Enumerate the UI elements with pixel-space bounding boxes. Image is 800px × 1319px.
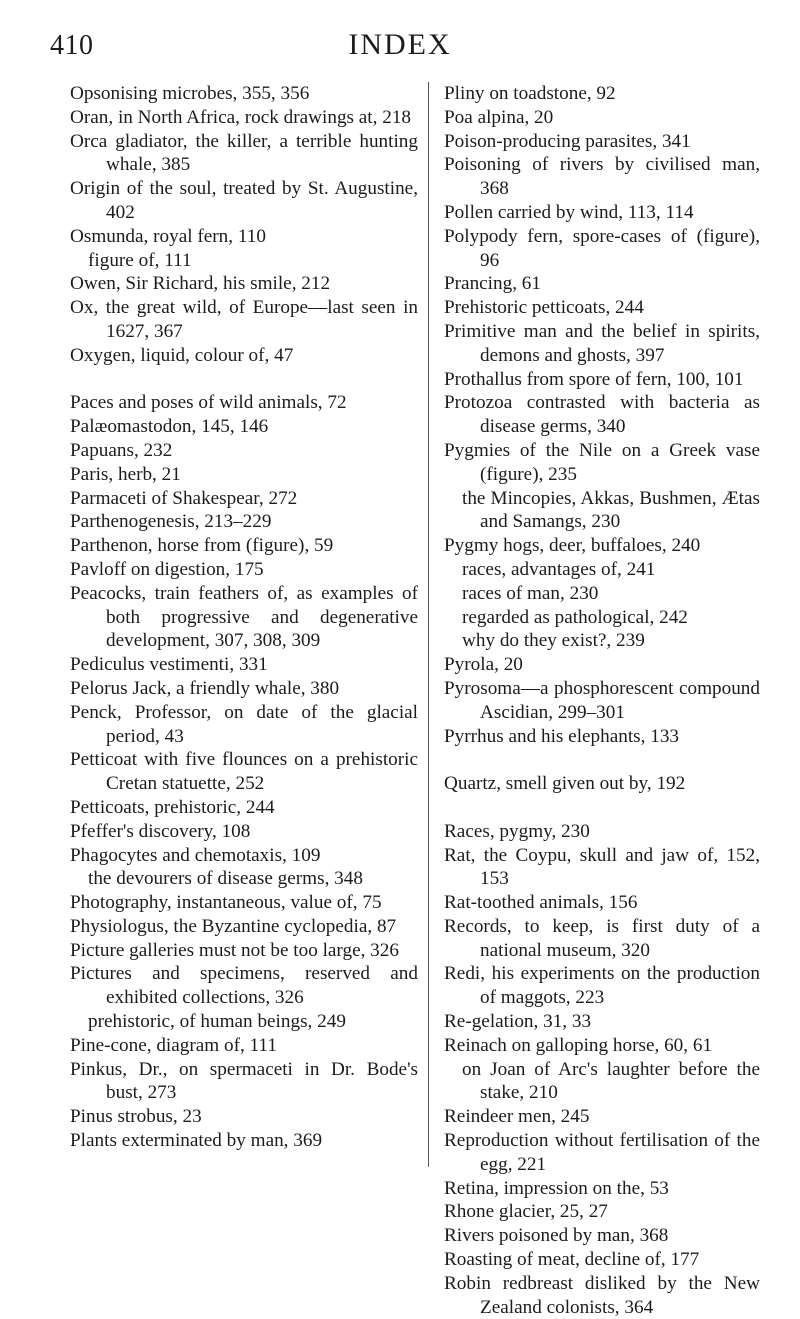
index-entry: Prancing, 61 bbox=[444, 273, 541, 295]
index-entry: Oran, in North Africa, rock drawings at, 218 bbox=[70, 106, 412, 128]
index-entry: Pygmy hogs, deer, buffaloes, 240 bbox=[444, 535, 701, 557]
index-entry: Pavloff on digestion, 175 bbox=[70, 558, 264, 580]
index-entry: Parthenogenesis, 213–229 bbox=[70, 511, 272, 533]
index-entry: Pyrosoma—a phosphorescent compound Ascidian, 299–301 bbox=[444, 677, 760, 723]
index-entry: Pollen carried by wind, 113, 114 bbox=[444, 201, 694, 223]
index-entry: Origin of the soul, treated by St. Augustine, 402 bbox=[70, 178, 418, 223]
index-entry: Owen, Sir Richard, his smile, 212 bbox=[70, 273, 331, 295]
index-entry: Pliny on toadstone, 92 bbox=[444, 83, 616, 104]
index-subentry: prehistoric, of human beings, 249 bbox=[88, 1011, 346, 1033]
page-header bbox=[50, 24, 750, 68]
index-entry: Polypody fern, spore-cases of (figure), 96 bbox=[444, 225, 760, 271]
index-subentry: regarded as pathological, 242 bbox=[462, 606, 688, 628]
index-entry: Pinus strobus, 23 bbox=[70, 1106, 202, 1128]
index-entry: Physiologus, the Byzantine cyclopedia, 87 bbox=[70, 915, 397, 937]
index-entry: Osmunda, royal fern, 110 bbox=[70, 225, 266, 247]
index-entry: Poa alpina, 20 bbox=[444, 106, 554, 128]
index-entry: Plants exterminated by man, 369 bbox=[70, 1130, 323, 1152]
index-entry: Penck, Professor, on date of the glacial period, 43 bbox=[70, 701, 418, 747]
index-entry: Races, pygmy, 230 bbox=[444, 820, 590, 842]
letter-group-gap bbox=[444, 748, 760, 772]
index-entry: Roasting of meat, decline of, 177 bbox=[444, 1249, 700, 1271]
index-subentry: races, advantages of, 241 bbox=[462, 558, 656, 580]
index-entry: Peacocks, train feathers of, as examples of both progressive and degenerative development, 307, 308, 309 bbox=[70, 582, 418, 652]
index-entry: Retina, impression on the, 53 bbox=[444, 1177, 669, 1199]
column-divider bbox=[428, 82, 429, 1167]
index-entry: Reindeer men, 245 bbox=[444, 1106, 590, 1128]
index-entry: Paris, herb, 21 bbox=[70, 463, 181, 485]
index-entry: Poison-producing parasites, 341 bbox=[444, 130, 691, 152]
letter-group-gap bbox=[444, 796, 760, 820]
index-entry: Prehistoric petticoats, 244 bbox=[444, 297, 644, 319]
left-column bbox=[70, 82, 418, 1153]
index-entry: Papuans, 232 bbox=[70, 439, 173, 461]
index-entry: Opsonising microbes, 355, 356 bbox=[70, 83, 310, 104]
index-entry: Pinkus, Dr., on spermaceti in Dr. Bode's bust, 273 bbox=[70, 1058, 418, 1104]
index-entry: Paces and poses of wild animals, 72 bbox=[70, 392, 347, 414]
index-entry: Rat, the Coypu, skull and jaw of, 152, 153 bbox=[444, 844, 760, 890]
index-entry: Oxygen, liquid, colour of, 47 bbox=[70, 344, 294, 366]
index-entry: Rhone glacier, 25, 27 bbox=[444, 1201, 608, 1223]
index-entry: Poisoning of rivers by civilised man, 368 bbox=[444, 154, 760, 200]
index-entry: Pediculus vestimenti, 331 bbox=[70, 654, 268, 676]
index-entry: Parthenon, horse from (figure), 59 bbox=[70, 535, 334, 557]
index-entry: Photography, instantaneous, value of, 75 bbox=[70, 892, 382, 914]
index-entry: Prothallus from spore of fern, 100, 101 bbox=[444, 368, 744, 390]
index-entry: Parmaceti of Shakespear, 272 bbox=[70, 487, 298, 509]
page-number: 410 bbox=[50, 30, 94, 61]
index-entry: Primitive man and the belief in spirits, demons and ghosts, 397 bbox=[444, 320, 760, 366]
index-entry: Rat-toothed animals, 156 bbox=[444, 892, 638, 914]
index-subentry: on Joan of Arc's laughter before the stake, 210 bbox=[462, 1058, 760, 1104]
index-entry: Orca gladiator, the killer, a terrible hunting whale, 385 bbox=[70, 130, 418, 176]
letter-group-gap bbox=[70, 368, 418, 392]
index-subentry: why do they exist?, 239 bbox=[462, 630, 645, 652]
index-entry: Reproduction without fertilisation of the egg, 221 bbox=[444, 1130, 760, 1175]
index-entry: Pelorus Jack, a friendly whale, 380 bbox=[70, 677, 340, 699]
index-entry: Pine-cone, diagram of, 111 bbox=[70, 1034, 277, 1056]
index-entry: Petticoat with five flounces on a prehistoric Cretan statuette, 252 bbox=[70, 749, 418, 795]
index-entry: Phagocytes and chemotaxis, 109 bbox=[70, 844, 321, 866]
index-entry: Protozoa contrasted with bacteria as disease germs, 340 bbox=[444, 392, 760, 438]
index-subentry: races of man, 230 bbox=[462, 582, 599, 604]
index-subentry: the devourers of disease germs, 348 bbox=[88, 868, 363, 890]
index-columns bbox=[70, 82, 760, 1318]
index-entry: Reinach on galloping horse, 60, 61 bbox=[444, 1034, 713, 1056]
running-head: INDEX bbox=[348, 28, 452, 61]
index-entry: Records, to keep, is first duty of a national museum, 320 bbox=[444, 915, 760, 961]
index-entry: Petticoats, prehistoric, 244 bbox=[70, 796, 275, 818]
right-column bbox=[444, 82, 760, 1319]
index-entry: Pfeffer's discovery, 108 bbox=[70, 820, 251, 842]
index-entry: Palæomastodon, 145, 146 bbox=[70, 416, 269, 438]
index-entry: Picture galleries must not be too large, 326 bbox=[70, 939, 399, 961]
index-entry: Pictures and specimens, reserved and exhibited collections, 326 bbox=[70, 963, 418, 1009]
index-entry: Ox, the great wild, of Europe—last seen in 1627, 367 bbox=[70, 297, 418, 342]
index-entry: Pygmies of the Nile on a Greek vase (figure), 235 bbox=[444, 439, 760, 485]
index-entry: Rivers poisoned by man, 368 bbox=[444, 1225, 669, 1247]
index-entry: Redi, his experiments on the production of maggots, 223 bbox=[444, 963, 760, 1009]
index-subentry: figure of, 111 bbox=[88, 249, 192, 271]
index-subentry: the Mincopies, Akkas, Bushmen, Ætas and Samangs, 230 bbox=[462, 487, 760, 533]
index-entry: Re-gelation, 31, 33 bbox=[444, 1011, 592, 1033]
index-entry: Pyrola, 20 bbox=[444, 654, 523, 676]
index-entry: Robin redbreast disliked by the New Zealand colonists, 364 bbox=[444, 1272, 760, 1318]
index-entry: Pyrrhus and his elephants, 133 bbox=[444, 725, 680, 747]
index-entry: Quartz, smell given out by, 192 bbox=[444, 773, 686, 795]
